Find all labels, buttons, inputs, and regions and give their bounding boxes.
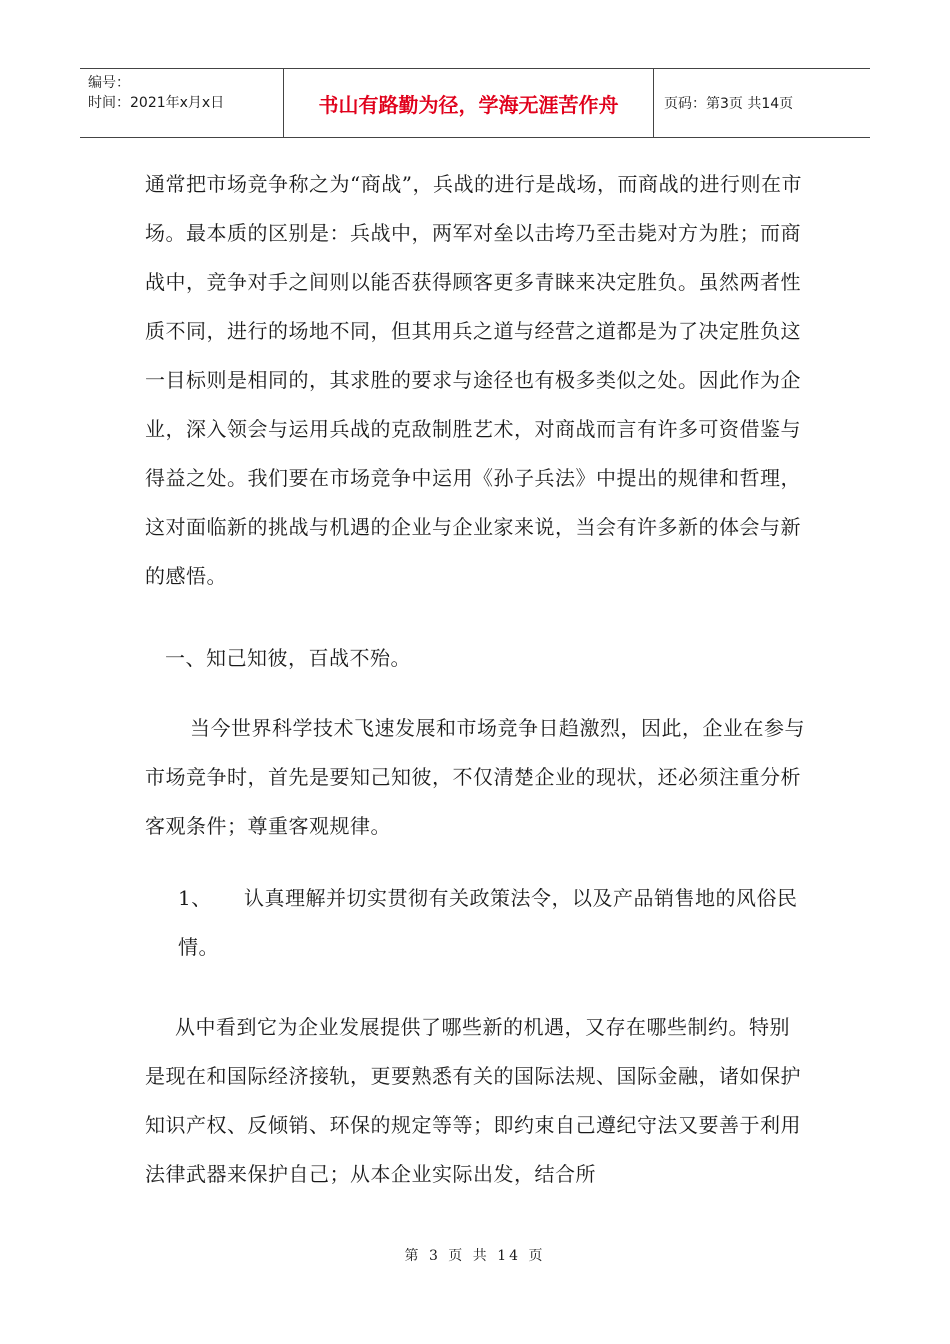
header-page-info: 页码：第3页 共14页: [664, 96, 794, 112]
number-label: 编号：: [88, 75, 130, 91]
paragraph-opportunities: 从中看到它为企业发展提供了哪些新的机遇，又存在哪些制约。特别是现在和国际经济接轨，更要熟悉有关的国际法规、国际金融，诸如保护知识产权、反倾销、环保的规定等等；即约束自己遵纪守法又要善于利用法律武器来保护自己；从本企业实际出发，结合所: [145, 1015, 801, 1186]
document-header: [80, 68, 870, 138]
paragraph-intro: 通常把市场竞争称之为“商战”，兵战的进行是战场，而商战的进行则在市场。最本质的区别是：兵战中，两军对垒以击垮乃至击毙对方为胜；而商战中，竞争对手之间则以能否获得顾客更多青睐来决定胜负。虽然两者性质不同，进行的场地不同，但其用兵之道与经营之道都是为了决定胜负这一目标则是相同的，其求胜的要求与途径也有极多类似之处。因此作为企业，深入领会与运用兵战的克敌制胜艺术，对商战而言有许多可资借鉴与得益之处。我们要在市场竞争中运用《孙子兵法》中提出的规律和哲理，这对面临新的挑战与机遇的企业与企业家来说，当会有许多新的体会与新的感悟。: [145, 172, 802, 588]
header-meta: [80, 69, 284, 137]
paragraph-know-yourself: 当今世界科学技术飞速发展和市场竞争日趋激烈，因此，企业在参与市场竞争时，首先是要知己知彼，不仅清楚企业的现状，还必须注重分析客观条件；尊重客观规律。: [145, 716, 805, 838]
list-item-text: 认真理解并切实贯彻有关政策法令，以及产品销售地的风俗民情。: [178, 886, 798, 959]
list-item-number: 1、: [178, 886, 212, 910]
list-item: [178, 874, 818, 972]
time-label: 时间：2021年x月x日: [88, 95, 225, 111]
header-motto: 书山有路勤为径，学海无涯苦作舟: [284, 69, 654, 137]
page-footer: 第 3 页 共 14 页: [404, 1248, 546, 1264]
section-heading: 一、知己知彼，百战不殆。: [165, 646, 411, 670]
